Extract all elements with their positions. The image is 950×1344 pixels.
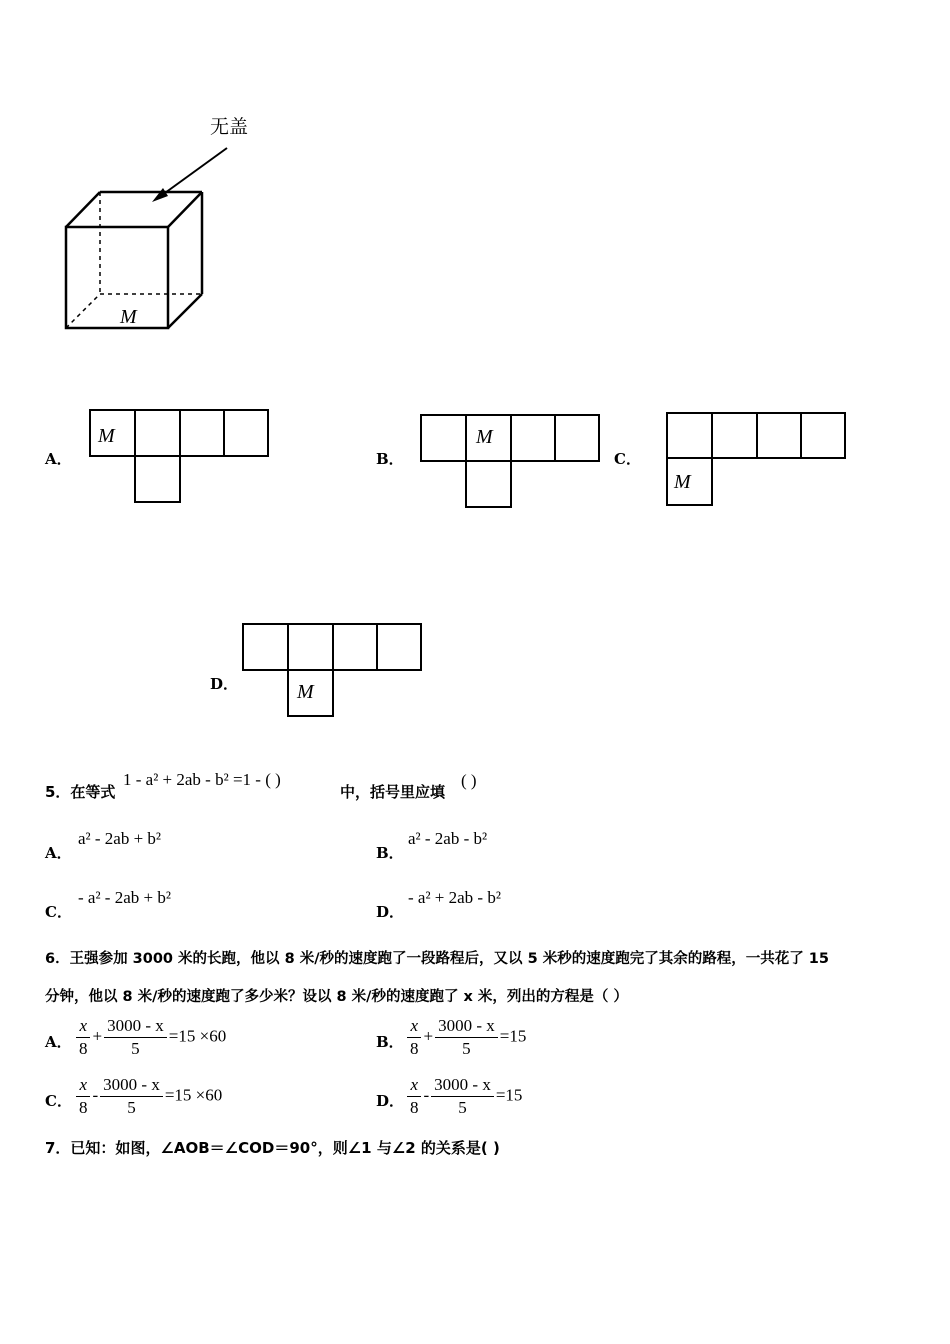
q6-option-a-equation[interactable]: $\frac{x}{8}$ + $\frac{3000 - x}{5}$ =15 ×60 <box>74 1016 226 1059</box>
q6-option-d-equation[interactable]: $\frac{x}{8}$ - $\frac{3000 - x}{5}$ =15 <box>405 1075 522 1118</box>
no-lid-label: 无盖 <box>210 116 249 138</box>
q6-option-a-label[interactable]: A． <box>45 1033 72 1051</box>
q6-line1: 6．王强参加 3000 米的长跑，他以 8 米/秒的速度跑了一段路程后，又以 5 米秒的速度跑完了其余的路程，一共花了 15 <box>45 951 829 967</box>
q6-line2: 分钟，他以 8 米/秒的速度跑了多少米？设以 8 米/秒的速度跑了 x 米，列出的方程是（ ） <box>45 989 628 1005</box>
option-c-label[interactable]: C． <box>614 450 641 468</box>
net-option-c[interactable] <box>665 410 850 510</box>
net-option-a[interactable] <box>88 408 273 506</box>
q5-option-d-label[interactable]: D． <box>376 903 405 921</box>
cube-face-letter: M <box>120 306 137 328</box>
option-a-label[interactable]: A． <box>45 450 72 468</box>
q6-option-c-label[interactable]: C． <box>45 1092 72 1110</box>
q5-option-a-label[interactable]: A． <box>45 844 72 862</box>
net-option-b[interactable] <box>419 413 604 511</box>
q5-prefix: 5．在等式 <box>45 783 116 801</box>
open-cube-figure <box>0 0 950 360</box>
q5-option-b-label[interactable]: B． <box>376 844 404 862</box>
q6-option-d-label[interactable]: D． <box>376 1092 405 1110</box>
q5-equation: 1 - a² + 2ab - b² =1 - ( ) <box>123 770 281 789</box>
q5-option-a-expr[interactable]: a² - 2ab + b² <box>78 829 162 848</box>
q5-option-b-expr[interactable]: a² - 2ab - b² <box>408 829 488 848</box>
q6-option-b-equation[interactable]: $\frac{x}{8}$ + $\frac{3000 - x}{5}$ =15 <box>405 1016 526 1059</box>
q6-option-c-equation[interactable]: $\frac{x}{8}$ - $\frac{3000 - x}{5}$ =15 ×60 <box>74 1075 222 1118</box>
q5-option-c-expr[interactable]: - a² - 2ab + b² <box>78 888 171 907</box>
q7-text: 7．已知：如图，∠AOB＝∠COD＝90°，则∠1 与∠2 的关系是( ) <box>45 1139 500 1157</box>
option-d-label[interactable]: D． <box>210 675 239 693</box>
net-a-letter: M <box>98 425 115 447</box>
net-option-d[interactable] <box>241 622 426 720</box>
option-b-label[interactable]: B． <box>376 450 404 468</box>
q5-option-c-label[interactable]: C． <box>45 903 72 921</box>
net-c-letter: M <box>674 471 691 493</box>
net-b-letter: M <box>476 426 493 448</box>
q5-middle: 中，括号里应填 <box>340 783 446 801</box>
q6-option-b-label[interactable]: B． <box>376 1033 404 1051</box>
net-d-letter: M <box>297 681 314 703</box>
q5-option-d-expr[interactable]: - a² + 2ab - b² <box>408 888 501 907</box>
q5-answer-paren: ( ) <box>461 771 477 790</box>
